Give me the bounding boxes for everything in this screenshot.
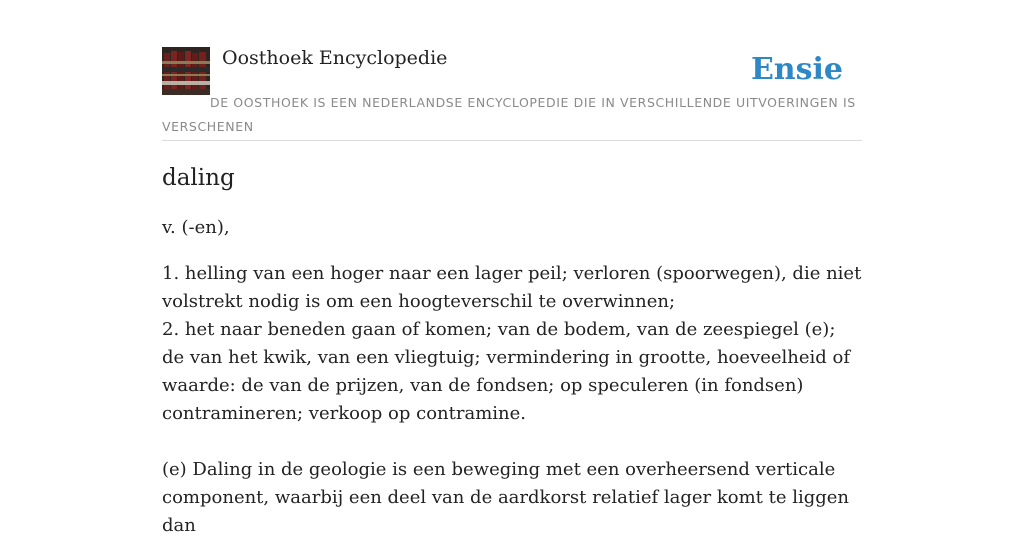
ensie-logo[interactable]: Ensie bbox=[750, 52, 843, 87]
source-name[interactable]: Oosthoek Encyclopedie bbox=[222, 47, 448, 69]
entry-grammar: v. (-en), bbox=[162, 217, 230, 238]
source-header bbox=[162, 46, 862, 141]
entry-body bbox=[162, 260, 862, 540]
source-avatar[interactable] bbox=[162, 47, 210, 95]
encyclopedia-books-icon bbox=[162, 47, 210, 95]
source-description: DE OOSTHOEK IS EEN NEDERLANDSE ENCYCLOPEDIE DIE IN VERSCHILLENDE UITVOERINGEN IS VERSCHENEN bbox=[162, 95, 856, 134]
entry-content bbox=[162, 162, 862, 540]
entry-title: daling bbox=[162, 165, 235, 191]
definition-2: 2. het naar beneden gaan of komen; van de bodem, van de zeespiegel (e); de van het kwik, van een vliegtuig; vermindering in grootte, hoeveelheid of waarde: de van de prijzen, van de fondsen; op speculeren (in fondsen) contramineren; verkoop op contramine. bbox=[162, 319, 851, 424]
definition-1: 1. helling van een hoger naar een lager peil; verloren (spoorwegen), die niet volstrekt nodig is om een hoogteverschil te overwinnen; bbox=[162, 263, 862, 312]
entry-note: (e) Daling in de geologie is een beweging met een overheersend verticale component, waarbij een deel van de aardkorst relatief lager komt te liggen dan bbox=[162, 459, 850, 536]
